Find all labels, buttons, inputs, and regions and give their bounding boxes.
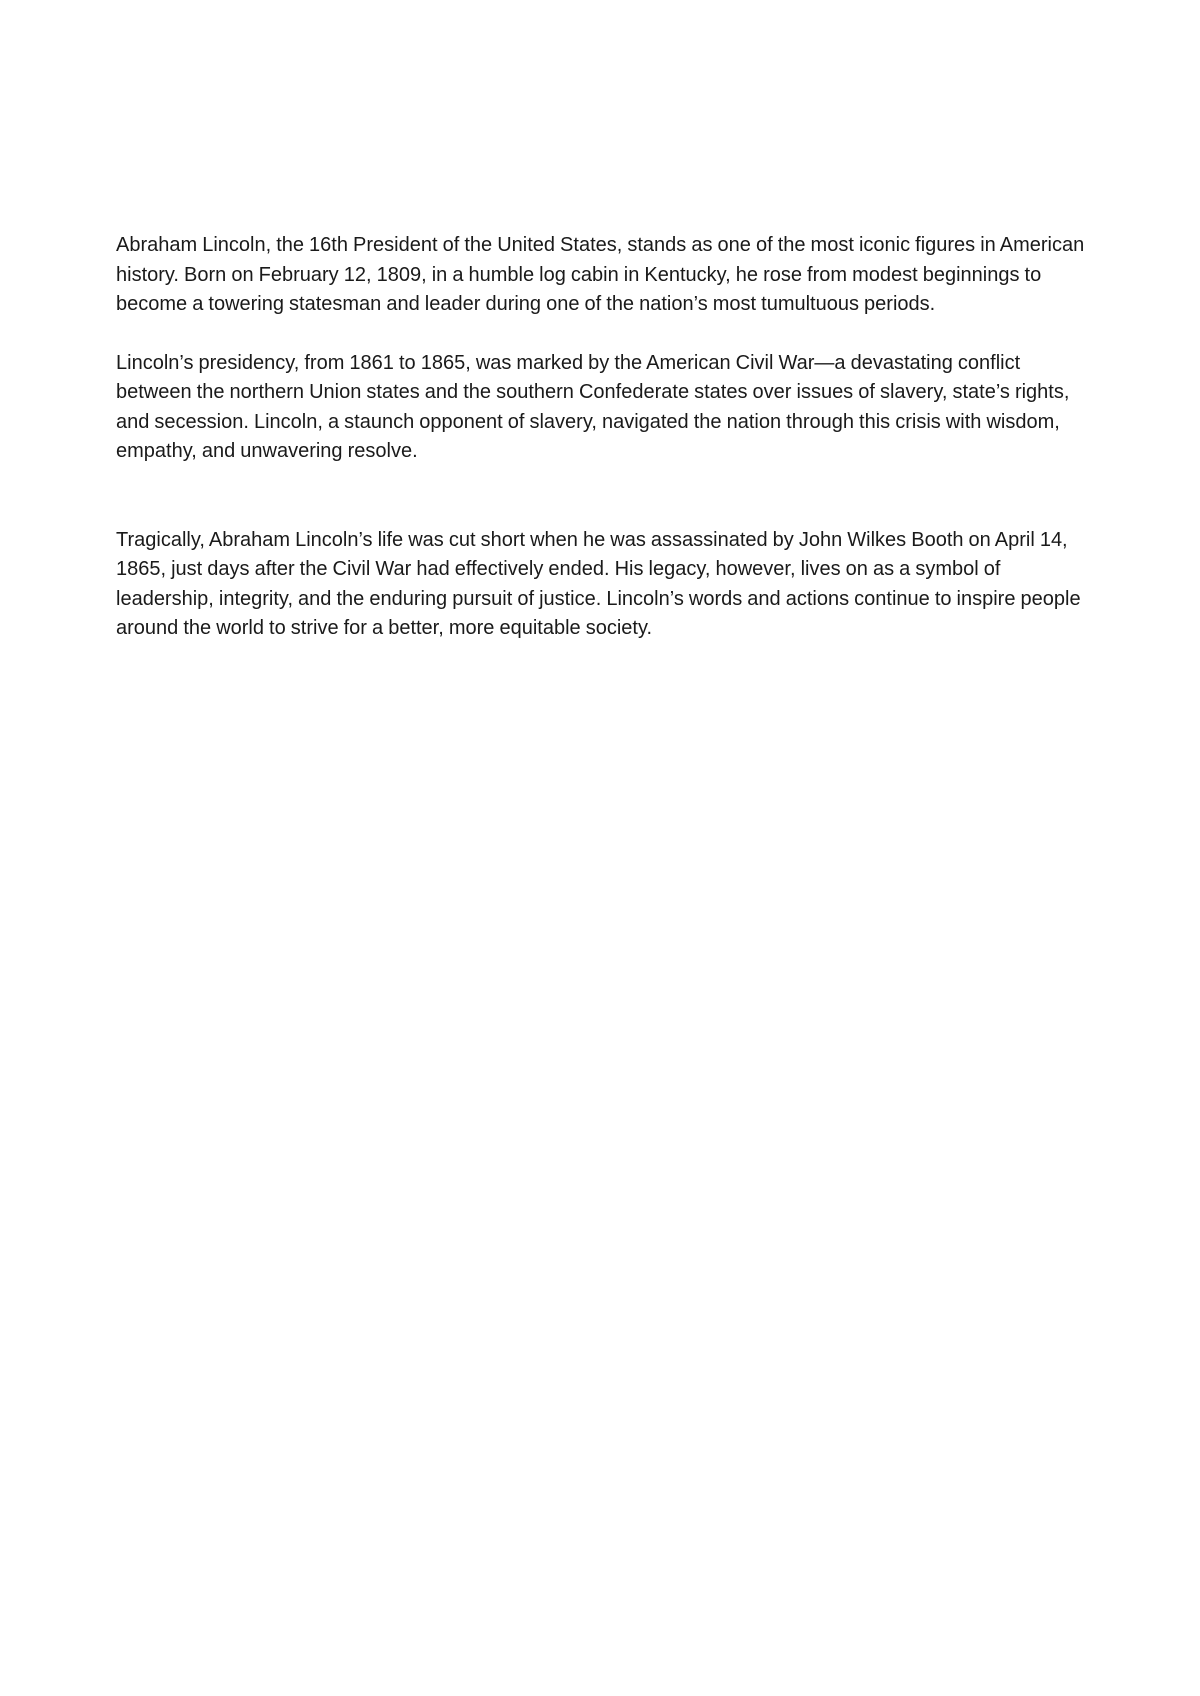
paragraph-lincoln-intro: Abraham Lincoln, the 16th President of the United States, stands as one of the most iconic figures in American history. Born on February 12, 1809, in a humble log cabin in Kentucky, he rose from modest beginnings to become a towering statesman and leader during one of the nation’s most tumultuous periods. xyxy=(116,234,1085,315)
paragraph-legacy: Tragically, Abraham Lincoln’s life was cut short when he was assassinated by John Wilkes Booth on April 14, 1865, just days after the Civil War had effectively ended. His legacy, however, lives on as a symbol of leadership, integrity, and the enduring pursuit of justice. Lincoln’s words and actions continue to inspire people around the world to strive for a better, more equitable society. xyxy=(116,528,1081,639)
document-body xyxy=(116,231,1091,644)
paragraph-presidency: Lincoln’s presidency, from 1861 to 1865, was marked by the American Civil War—a devastating conflict between the northern Union states and the southern Confederate states over issues of slavery, state’s rights, and secession. Lincoln, a staunch opponent of slavery, navigated the nation through this crisis with wisdom, empathy, and unwavering resolve. xyxy=(116,351,1070,462)
